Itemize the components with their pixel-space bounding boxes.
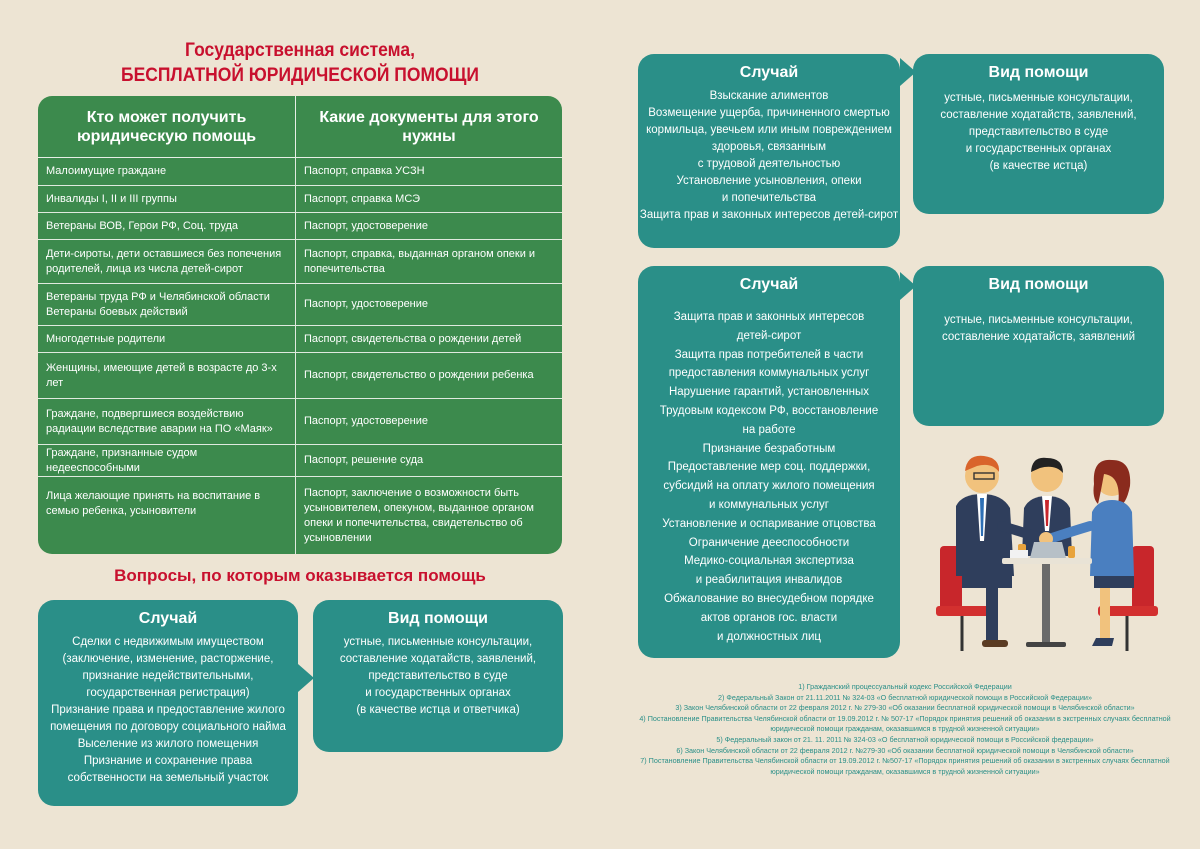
- table-row: [38, 186, 562, 213]
- business-people-illustration: [922, 446, 1172, 662]
- help-lines: [913, 90, 1164, 175]
- text-line: здоровья, связанным: [711, 141, 827, 153]
- help-title: Вид помощи: [988, 64, 1089, 81]
- case-title: Случай: [138, 610, 198, 627]
- text-line: Обжалование во внесудебном порядке: [664, 592, 874, 605]
- text-line: собственности на земельный участок: [67, 772, 269, 784]
- footnote: 1) Гражданский процессуальный кодекс Российской Федерации: [798, 682, 1012, 691]
- footnote: 6) Закон Челябинской области от 22 февраля 2012 г. №279-30 «Об оказании бесплатной юридической помощи в Челябинской области»: [676, 745, 1134, 755]
- text-line: Установление усыновления, опеки: [676, 175, 862, 187]
- footnote: 5) Федеральный закон от 21. 11. 2011 № 324-03 «О бесплатной юридической помощи в Российской федерации»: [716, 734, 1094, 744]
- text-line: кормильца, увечьем или иным повреждением: [646, 124, 892, 136]
- text-line: субсидий на оплату жилого помещения: [663, 480, 875, 493]
- text-line: Защита прав потребителей в части: [674, 348, 864, 361]
- footnote: 7) Постановление Правительства Челябинской области от 19.09.2012 г. №507-17 «Порядок принятия решений об оказании в экстренных случаях бесплатной юридической помощи гражданам, оказавшимся в трудной жизненной ситуации»: [640, 756, 1170, 776]
- case-lines: [638, 308, 900, 646]
- cell-docs: Паспорт, справка МСЭ: [304, 192, 421, 205]
- footnotes: [636, 682, 1174, 777]
- header-who: Кто может получить юридическую помощь: [38, 96, 296, 157]
- cell-who: Инвалиды I, II и III группы: [38, 186, 296, 212]
- text-line: с трудовой деятельностью: [697, 158, 841, 170]
- cell-docs: Паспорт, заключение о возможности быть усыновителем, опекуном, выданное органом опеки и попечительства, свидетельство об усыновлении: [304, 486, 534, 544]
- cell-docs: Паспорт, удостоверение: [304, 298, 429, 310]
- text-line: Защита прав и законных интересов: [673, 311, 865, 323]
- title-line-2: БЕСПЛАТНОЙ ЮРИДИЧЕСКОЙ ПОМОЩИ: [121, 65, 479, 86]
- table-row: [38, 284, 562, 326]
- text-line: Взыскание алиментов: [709, 90, 829, 102]
- cell-who: Дети-сироты, дети оставшиеся без попечения родителей, лица из числа детей-сирот: [38, 240, 296, 283]
- text-line: Ограничение дееспособности: [688, 536, 850, 549]
- footnote: 2) Федеральный Закон от 21.11.2011 № 324-03 «О бесплатной юридической помощи в Российской Федерации»: [718, 692, 1092, 702]
- text-line: Возмещение ущерба, причиненного смертью: [648, 107, 890, 119]
- help-lines: [913, 312, 1164, 346]
- text-line: помещения по договору социального найма: [50, 721, 286, 733]
- help-card-1: [313, 600, 563, 752]
- cell-who: Многодетные родители: [38, 326, 296, 352]
- text-line: детей-сирот: [736, 329, 802, 342]
- cell-docs: Паспорт, решение суда: [304, 454, 424, 466]
- text-line: составление ходатайств, заявлений,: [339, 653, 537, 665]
- cell-who: Ветераны ВОВ, Герои РФ, Соц. труда: [38, 213, 296, 239]
- text-line: актов органов гос. власти: [700, 611, 838, 624]
- text-line: и должностных лиц: [717, 630, 821, 643]
- table-row: [38, 353, 562, 399]
- cell-who: Лица желающие принять на воспитание в семью ребенка, усыновители: [38, 477, 296, 554]
- table-row: [38, 158, 562, 186]
- text-line: представительство в суде: [368, 670, 508, 682]
- case-lines: [638, 88, 900, 224]
- text-line: Медико-социальная экспертиза: [684, 555, 854, 568]
- table-row: [38, 326, 562, 353]
- cell-who: Женщины, имеющие детей в возрасте до 3-х лет: [38, 353, 296, 398]
- eligibility-table: [38, 96, 562, 554]
- help-lines: [313, 634, 563, 719]
- text-line: Выселение из жилого помещения: [77, 738, 259, 750]
- cell-docs: Паспорт, справка УСЗН: [304, 165, 425, 177]
- footnote: 4) Постановление Правительства Челябинской области от 19.09.2012 г. № 507-17 «Порядок принятия решений об оказании в экстренных случаях бесплатной юридической помощи гражданам, оказавшимся в трудной жизненной ситуации»: [639, 713, 1171, 734]
- text-line: и реабилитация инвалидов: [695, 574, 843, 587]
- case-lines: [38, 634, 298, 787]
- text-line: государственная регистрация): [86, 687, 250, 699]
- help-title: Вид помощи: [988, 276, 1089, 293]
- table-row: [38, 477, 562, 554]
- text-line: на работе: [742, 423, 796, 436]
- case-title: Случай: [739, 276, 799, 293]
- text-line: и государственных органах: [365, 687, 511, 699]
- case-card-3: [638, 266, 900, 658]
- text-line: составление ходатайств, заявлений: [941, 331, 1135, 343]
- header-docs: Какие документы для этого нужны: [319, 108, 539, 145]
- footnote: 3) Закон Челябинской области от 22 февраля 2012 г. № 279-30 «Об оказании бесплатной юридической помощи в Челябинской области»: [675, 703, 1135, 713]
- cell-docs: Паспорт, удостоверение: [304, 415, 429, 427]
- help-title: Вид помощи: [388, 610, 488, 627]
- table-row: [38, 445, 562, 477]
- table-header: [38, 96, 562, 158]
- text-line: (заключение, изменение, расторжение,: [62, 653, 274, 665]
- cell-docs: Паспорт, удостоверение: [304, 219, 429, 232]
- case-card-2: [638, 54, 900, 248]
- arrow-right-icon: [298, 664, 314, 692]
- page-title: [61, 38, 539, 88]
- questions-title: Вопросы, по которым оказывается помощь: [114, 566, 486, 585]
- help-card-2: [913, 54, 1164, 214]
- cell-docs: Паспорт, справка, выданная органом опеки и попечительства: [304, 247, 536, 275]
- text-line: Трудовым кодексом РФ, восстановление: [659, 404, 879, 417]
- text-line: и государственных органах: [965, 143, 1112, 155]
- case-title: Случай: [739, 64, 799, 81]
- table-row: [38, 399, 562, 445]
- title-line-1: Государственная система,: [185, 40, 415, 61]
- text-line: устные, письменные консультации,: [944, 92, 1133, 104]
- text-line: (в качестве истца и ответчика): [356, 704, 520, 716]
- text-line: Нарушение гарантий, установленных: [668, 386, 869, 399]
- text-line: признание недействительными,: [82, 670, 254, 682]
- text-line: Сделки с недвижимым имуществом: [72, 636, 264, 648]
- text-line: и коммунальных услуг: [709, 498, 829, 511]
- text-line: и попечительства: [721, 192, 817, 204]
- text-line: Признание и сохранение права: [83, 755, 253, 767]
- cell-who: Граждане, подвергшиеся воздействию радиации вследствие аварии на ПО «Маяк»: [38, 399, 296, 444]
- text-line: Установление и оспаривание отцовства: [662, 517, 876, 530]
- case-card-1: [38, 600, 298, 806]
- text-line: Защита прав и законных интересов детей-сирот: [639, 209, 899, 221]
- text-line: Предоставление мер соц. поддержки,: [667, 461, 871, 474]
- table-row: [38, 213, 562, 240]
- text-line: Признание права и предоставление жилого: [51, 704, 285, 716]
- cell-who: Граждане, признанные судом недееспособными: [38, 445, 296, 476]
- text-line: предоставления коммунальных услуг: [668, 367, 870, 380]
- cell-docs: Паспорт, свидетельство о рождении ребенка: [304, 369, 534, 381]
- text-line: Признание безработным: [702, 442, 836, 455]
- text-line: составление ходатайств, заявлений,: [940, 109, 1137, 121]
- cell-who: Малоимущие граждане: [38, 158, 296, 185]
- text-line: представительство в суде: [968, 126, 1109, 138]
- text-line: устные, письменные консультации,: [343, 636, 533, 648]
- table-row: [38, 240, 562, 284]
- help-card-3: [913, 266, 1164, 426]
- cell-docs: Паспорт, свидетельства о рождении детей: [304, 332, 522, 345]
- cell-who: Ветераны труда РФ и Челябинской области Ветераны боевых действий: [38, 284, 296, 325]
- text-line: устные, письменные консультации,: [944, 314, 1133, 326]
- text-line: (в качестве истца): [989, 160, 1088, 172]
